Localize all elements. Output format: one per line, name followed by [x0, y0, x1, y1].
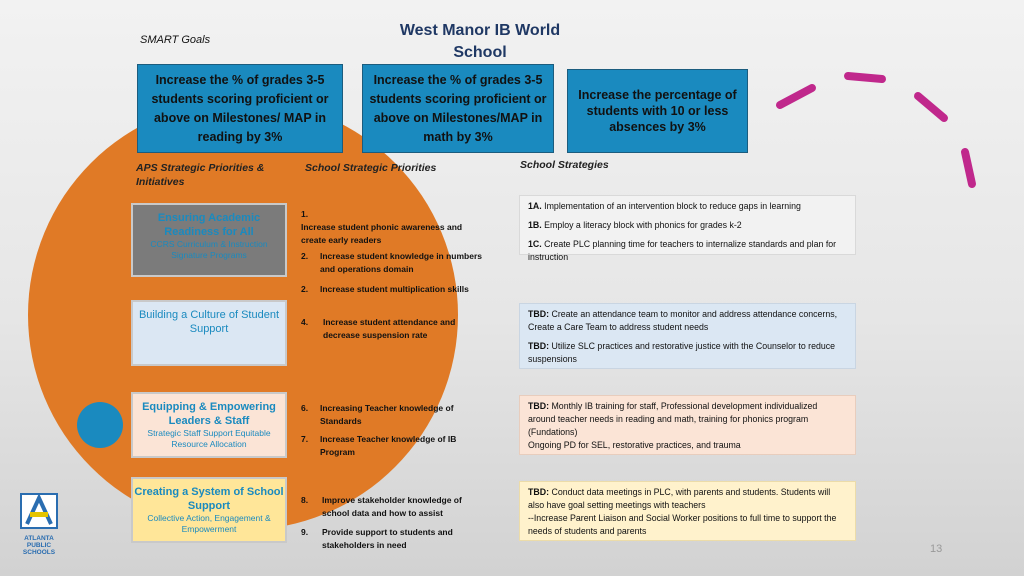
priority-number: 9. — [301, 527, 309, 537]
strategy-text: Monthly IB training for staff, Professional development individualized around teacher needs in reading and math, training for phonics program (Fundations) — [528, 401, 818, 437]
priority-text: Increase student multiplication skills — [320, 284, 469, 294]
priority-text: Increase student knowledge in numbers and operations domain — [320, 251, 483, 274]
priority-4 — [301, 316, 481, 342]
logo-line-2: PUBLIC — [26, 542, 52, 549]
strategy-3 — [528, 400, 847, 439]
priority-text: Increasing Teacher knowledge of Standards — [320, 403, 454, 426]
priority-8 — [301, 494, 481, 520]
strategy-box-academic — [519, 195, 856, 262]
strategy-1a — [528, 200, 847, 213]
strategy-box-staff — [519, 395, 856, 455]
strategy-text: Create PLC planning time for teachers to internalize standards and plan for instruction — [528, 239, 837, 262]
pillar-subtext: Collective Action, Engagement & Empowerment — [147, 513, 271, 534]
strategy-1b — [528, 219, 847, 232]
priority-6 — [301, 402, 481, 428]
strategy-text: Implementation of an intervention block to reduce gaps in learning — [544, 201, 801, 211]
strategy-label: 1A. — [528, 201, 542, 211]
priority-9 — [301, 526, 481, 552]
priority-number: 7. — [301, 434, 309, 444]
blue-circle — [77, 402, 123, 448]
pillar-leaders-staff — [131, 392, 287, 458]
strategy-label: TBD: — [528, 401, 550, 411]
strategy-4 — [528, 486, 847, 512]
page-number: 13 — [930, 543, 943, 555]
priority-2 — [301, 250, 491, 276]
priority-3 — [301, 283, 491, 296]
priority-number: 2. — [301, 251, 309, 261]
smart-goals-label: SMART Goals — [140, 34, 211, 46]
arc-dash-1 — [780, 88, 812, 105]
strategy-label: TBD: — [528, 487, 550, 497]
strategy-text: Create an attendance team to monitor and address attendance concerns, Create a Care Team to address student needs — [528, 309, 838, 332]
pillar-subtext: Strategic Staff Support Equitable Resource Allocation — [147, 428, 271, 449]
strategy-text: Employ a literacy block with phonics for grades k-2 — [544, 220, 742, 230]
dashed-arc-decoration — [760, 60, 1000, 200]
strategy-2a — [528, 308, 847, 334]
priority-number: 1. — [301, 209, 309, 219]
strategy-label: 1C. — [528, 239, 542, 249]
pillar-subtext: CCRS Curriculum & Instruction Signature Programs — [150, 239, 268, 260]
priority-text: Provide support to students and stakeholders in need — [322, 527, 453, 550]
priority-text: Increase student phonic awareness and create early readers — [301, 222, 463, 245]
goal-math: Increase the % of grades 3-5 students scoring proficient or above on Milestones/MAP in math by 3% — [362, 64, 554, 153]
school-strategies-label: School Strategies — [520, 159, 609, 171]
aps-priorities-label: APS Strategic Priorities & Initiatives — [136, 162, 265, 188]
strategy-box-student-support — [519, 303, 856, 369]
pillar-school-support — [131, 477, 287, 543]
strategy-label: TBD: — [528, 309, 550, 319]
aps-logo — [16, 492, 62, 556]
arc-dash-3 — [918, 96, 944, 118]
arc-dash-4 — [965, 152, 972, 184]
logo-line-1: ATLANTA — [24, 535, 54, 542]
pillar-student-support — [131, 300, 287, 366]
arc-dash-2 — [848, 76, 882, 79]
priority-number: 2. — [301, 284, 309, 294]
priority-1 — [301, 208, 481, 247]
strategy-text: Utilize SLC practices and restorative justice with the Counselor to reduce suspensions — [528, 341, 836, 364]
strategy-label: 1B. — [528, 220, 542, 230]
priority-text: Improve stakeholder knowledge of school data and how to assist — [322, 495, 462, 518]
strategy-label: TBD: — [528, 341, 550, 351]
strategy-2b — [528, 340, 847, 366]
logo-line-3: SCHOOLS — [22, 549, 56, 556]
school-priorities-label: School Strategic Priorities — [305, 162, 437, 174]
pillar-heading: Ensuring Academic Readiness for All — [157, 212, 261, 238]
pillar-heading: Creating a System of School Support — [134, 486, 284, 512]
strategy-4b: --Increase Parent Liaison and Social Worker positions to full time to support the needs of students and parents — [528, 513, 837, 536]
priority-text: Increase student attendance and decrease suspension rate — [323, 317, 456, 340]
priority-text: Increase Teacher knowledge of IB Program — [320, 434, 457, 457]
page-title: West Manor IB World School — [399, 22, 561, 61]
priority-number: 8. — [301, 495, 309, 505]
pillar-heading: Equipping & Empowering Leaders & Staff — [142, 401, 276, 427]
priority-7 — [301, 433, 481, 459]
priority-number: 4. — [301, 317, 309, 327]
pillar-heading: Building a Culture of Student Support — [138, 309, 280, 335]
goal-reading: Increase the % of grades 3-5 students scoring proficient or above on Milestones/ MAP in reading by 3% — [137, 64, 343, 153]
strategy-1c — [528, 238, 847, 264]
pillar-academic-readiness — [131, 203, 287, 277]
strategy-box-support-system — [519, 481, 856, 541]
goal-attendance: Increase the percentage of students with 10 or less absences by 3% — [567, 69, 748, 153]
strategy-3b: Ongoing PD for SEL, restorative practices, and trauma — [528, 440, 741, 450]
priority-number: 6. — [301, 403, 309, 413]
aps-logo-mark — [16, 492, 62, 530]
strategy-text: Conduct data meetings in PLC, with parents and students. Students will also have goal setting meetings with teachers — [528, 487, 831, 510]
